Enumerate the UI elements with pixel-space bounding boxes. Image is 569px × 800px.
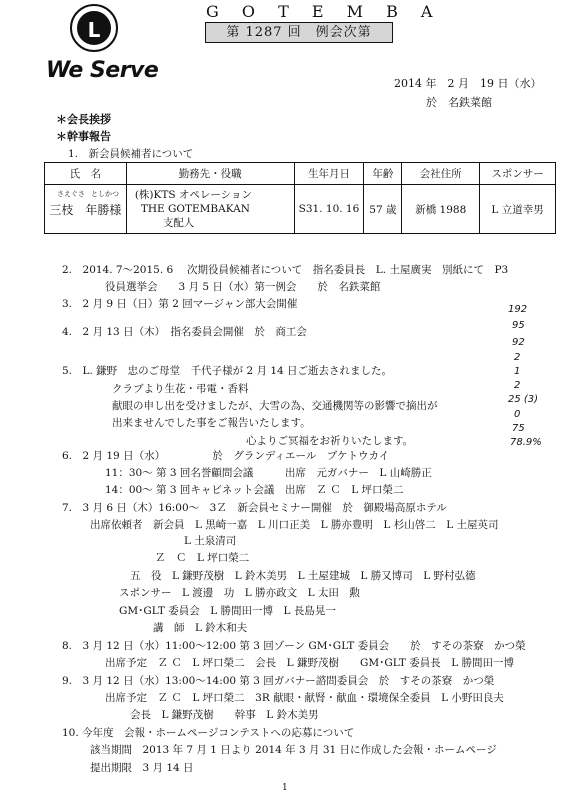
handwritten-note: 2 [514,352,521,363]
handwritten-note: 25 (3) [508,394,539,405]
item-7-line-4: Ｚ Ｃ L 坪口榮二 [155,552,250,564]
candidate-table [44,162,556,234]
item-5-line-5: 心よりご冥福をお祈りいたします。 [246,435,414,447]
handwritten-note: 2 [514,380,521,391]
handwritten-note: 1 [514,366,521,377]
item-2: 2. 2014. 7～2015. 6 次期役員候補者について 指名委員長 L. 土屋廣実 別紙にて P3 [62,264,509,276]
header-age: 年齢 [364,163,402,185]
employer-line-1: (株)KTS オペレーション [134,189,252,201]
handwritten-note: 92 [512,337,525,348]
item-6: 6. 2 月 19 日（水） 於 グランディエール ブケトウカイ [62,450,390,462]
header-address: 会社住所 [402,163,480,185]
item-5-line-4: 出来ませんでした事をご報告いたします。 [112,417,311,429]
item-6-line-3: 14：00～ 第 3 回キャビネット会議 出席 Ｚ Ｃ L 坪口榮二 [105,484,404,496]
handwritten-note: 75 [512,423,525,434]
cell-name [45,185,127,234]
item-8: 8. 3 月 12 日（水）11:00～12:00 第 3 回ゾーン GM･GLT 委員会 於 すその茶寮 かつ榮 [62,640,526,652]
cell-address: 新橋 1988 [402,185,480,234]
table-header-row [45,163,556,185]
item-1-heading: 1. 新会員候補者について [68,148,194,160]
item-10: 10. 今年度 会報・ホームページコンテストへの応募について [62,727,355,739]
logo-letter: L [77,11,111,45]
item-2-detail: 役員選挙会 3 月 5 日（水）第一例会 於 名鉄菜館 [105,281,381,293]
handwritten-note: 0 [514,409,521,420]
president-greeting-heading: ＊会長挨拶 [56,113,111,126]
ruby-given: としかつ [91,190,119,198]
table-row [45,185,556,234]
header-employer: 勤務先・役職 [126,163,294,185]
item-7-line-7: GM･GLT 委員会 L 勝間田一博 L 長島晃一 [119,605,336,617]
club-name: G O T E M B A [206,2,442,21]
item-7-line-3: L 土泉清司 [184,535,237,547]
item-6-line-2: 11：30～ 第 3 回名誉顧問会議 出席 元ガバナー L 山崎勝正 [105,467,432,479]
item-5-line-2: クラブより生花・弔電・香料 [112,383,249,395]
lions-logo [70,4,118,52]
item-9-line-2: 出席予定 Ｚ Ｃ L 坪口榮二 3R 献眼・献腎・献血・環境保全委員 L 小野田良夫 [105,692,504,704]
item-7-line-6: スポンサー L 渡邊 功 L 勝亦政文 L 太田 勲 [119,587,360,599]
item-9: 9. 3 月 12 日（水）13:00～14:00 第 3 回ガバナー諮問委員会 於 すその茶寮 かつ榮 [62,675,495,687]
item-9-line-3: 会長 L 鎌野茂樹 幹事 L 鈴木美男 [130,709,319,721]
cell-age: 57 歳 [364,185,402,234]
meeting-date: 2014 年 2 月 19 日（水） [394,77,542,90]
item-8-line-2: 出席予定 Ｚ Ｃ L 坪口榮二 会長 L 鎌野茂樹 GM･GLT 委員長 L 勝間田一博 [105,657,515,669]
cell-birthdate: S31. 10. 16 [294,185,364,234]
item-10-line-3: 提出期限 3 月 14 日 [90,762,194,774]
item-5: 5. L. 鎌野 忠のご母堂 千代子様が 2 月 14 日ご逝去されました。 [62,365,393,377]
handwritten-note: 78.9% [510,437,542,448]
employer-line-2: THE GOTEMBAKAN [140,203,250,215]
ruby-surname: さえぐさ [57,190,85,198]
we-serve-tagline: We Serve [46,58,159,83]
employer-line-3: 支配人 [162,217,195,229]
header-name: 氏 名 [45,163,127,185]
header-sponsor: スポンサー [480,163,556,185]
cell-employer [126,185,294,234]
meeting-venue: 於 名鉄菜館 [426,96,492,109]
cell-sponsor: L 立道幸男 [480,185,556,234]
item-7-line-5: 五 役 L 鎌野茂樹 L 鈴木美男 L 土屋建城 L 勝又博司 L 野村弘德 [130,570,476,582]
item-7-line-8: 講 師 L 鈴木和夫 [153,622,248,634]
item-7: 7. 3 月 6 日（木）16:00～ 3Ｚ 新会員セミナー開催 於 御殿場高原ホテル [62,502,447,514]
item-3: 3. 2 月 9 日（日）第 2 回マージャン部大会開催 [62,298,298,310]
item-5-line-3: 献眼の申し出を受けましたが、大雪の為、交通機関等の影響で摘出が [112,400,438,412]
handwritten-note: 192 [508,304,528,315]
item-10-line-2: 該当期間 2013 年 7 月 1 日より 2014 年 3 月 31 日に作成した会報・ホームページ [90,744,497,756]
candidate-name: 三枝 年勝様 [49,202,122,217]
handwritten-note: 95 [512,320,525,331]
meeting-title: 第 1287 回 例会次第 [205,22,393,43]
item-7-line-2: 出席依頼者 新会員 L 黒崎一嘉 L 川口正美 L 勝亦豊明 L 杉山啓二 L 土屋英司 [90,519,499,531]
page-number: 1 [282,783,288,793]
secretary-report-heading: ＊幹事報告 [56,130,111,143]
header-birthdate: 生年月日 [294,163,364,185]
item-4: 4. 2 月 13 日（木） 指名委員会開催 於 商工会 [62,326,307,338]
